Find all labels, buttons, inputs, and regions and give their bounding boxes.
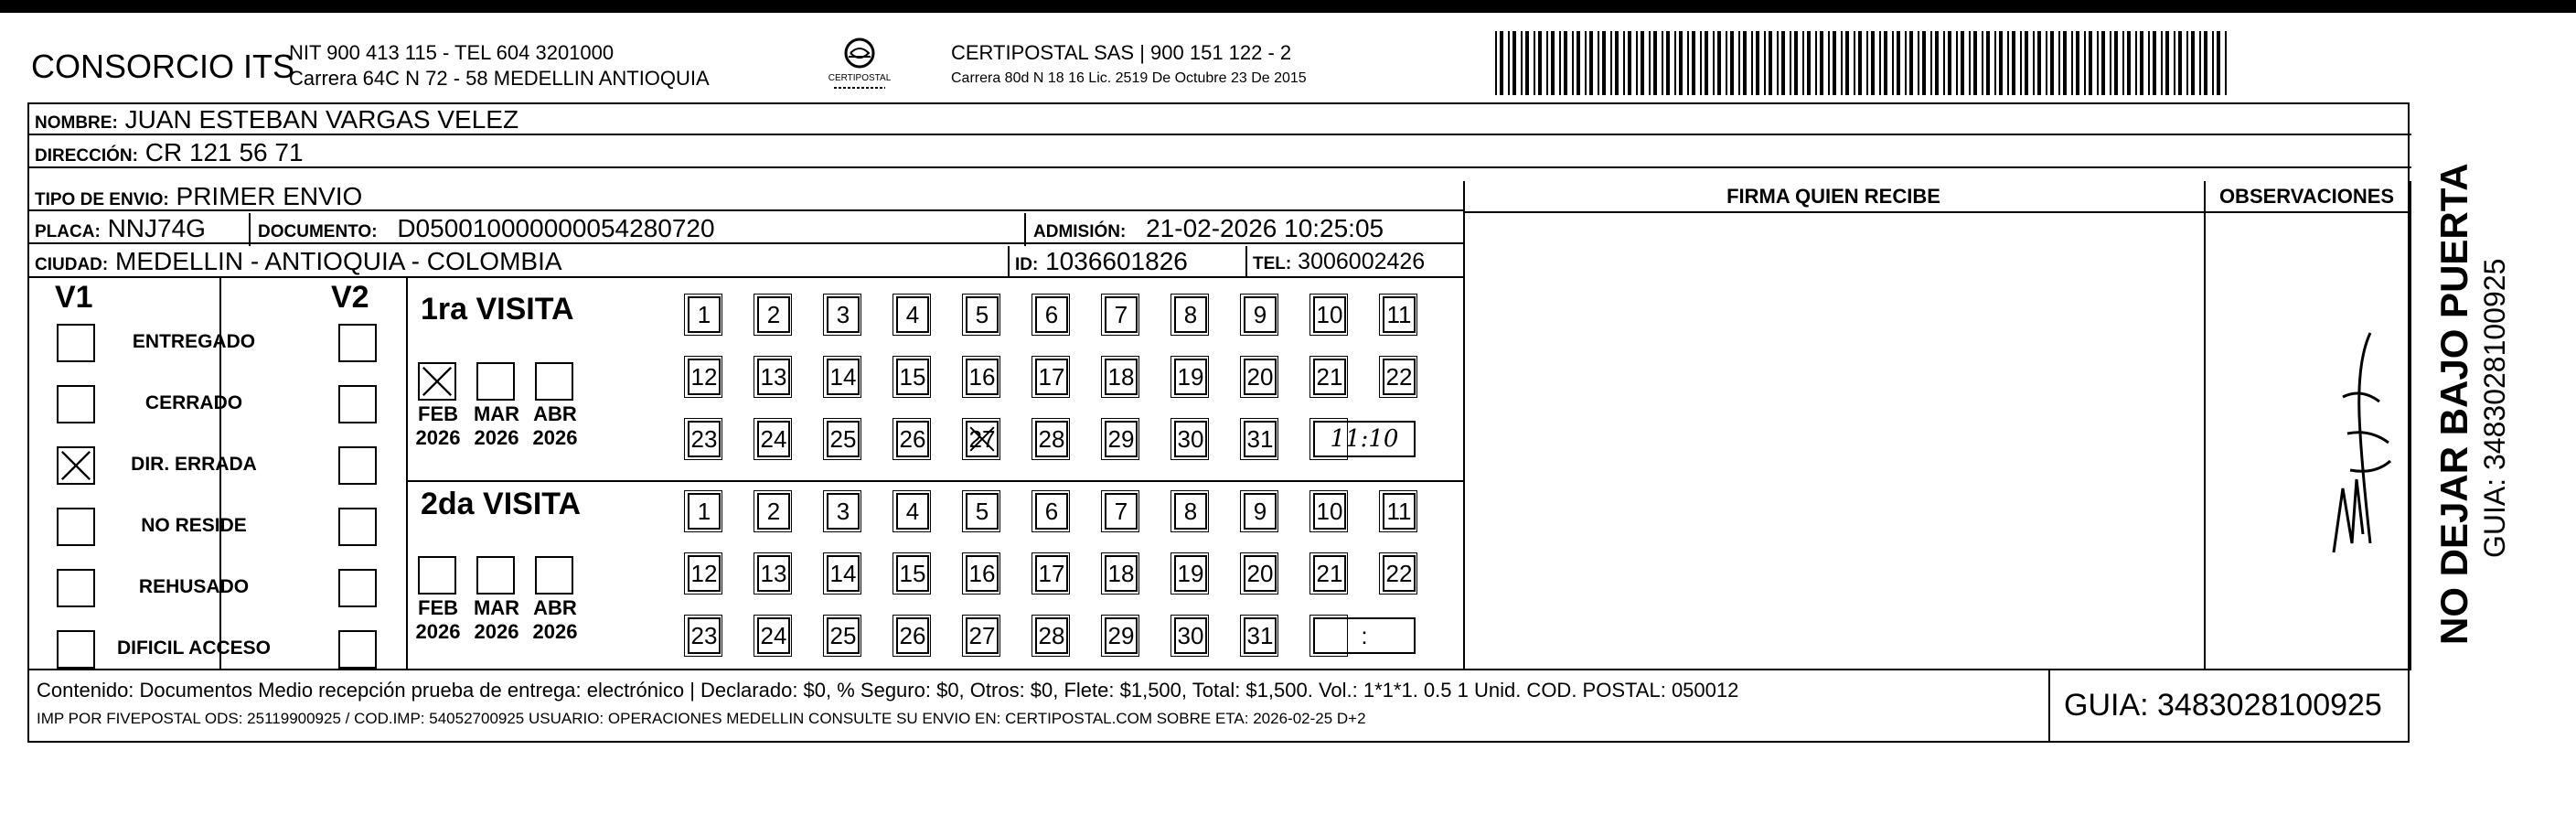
divider-admision (1024, 213, 1026, 246)
id-label: ID: (1015, 255, 1039, 274)
side-guia: GUIA: 3483028100925 (2478, 258, 2511, 558)
month-year: 2026 (415, 620, 461, 643)
documento-label: DOCUMENTO: (258, 222, 378, 241)
day-box[interactable]: 12 (688, 359, 721, 395)
documento-value: D050010000000054280720 (397, 214, 715, 242)
day-box[interactable]: 4 (896, 493, 929, 530)
month-year: 2026 (532, 426, 578, 449)
day-box[interactable]: 1 (688, 296, 721, 333)
status-label: DIR. ERRADA (131, 454, 257, 475)
month-label (409, 402, 467, 450)
observaciones-handwriting (2306, 324, 2398, 562)
month-checkbox[interactable] (476, 362, 515, 401)
day-box[interactable]: 1 (688, 493, 721, 530)
day-box[interactable]: 28 (1035, 421, 1068, 457)
day-box[interactable]: 8 (1174, 296, 1207, 333)
month-label (526, 402, 584, 450)
month-name: FEB (418, 596, 458, 619)
nombre-value: JUAN ESTEBAN VARGAS VELEZ (124, 105, 519, 134)
day-box[interactable]: 15 (896, 555, 929, 592)
v2-checkbox[interactable] (338, 630, 377, 669)
day-box[interactable]: 3 (827, 296, 860, 333)
day-box[interactable]: 17 (1035, 555, 1068, 592)
day-box[interactable]: 23 (688, 421, 721, 457)
status-label: DIFICIL ACCESO (116, 638, 271, 659)
divider-observaciones (2204, 181, 2206, 669)
day-box[interactable]: 19 (1174, 359, 1207, 395)
day-box[interactable]: 24 (757, 421, 790, 457)
id-cell (1008, 246, 1188, 281)
admision-value: 21-02-2026 10:25:05 (1146, 214, 1384, 242)
month-checkbox[interactable] (535, 556, 573, 595)
v2-checkbox[interactable] (338, 569, 377, 607)
day-box[interactable]: 4 (896, 296, 929, 333)
day-box[interactable]: 29 (1105, 617, 1138, 654)
ciudad-value: MEDELLIN - ANTIOQUIA - COLOMBIA (115, 247, 562, 275)
no-dejar-warning: NO DEJAR BAJO PUERTA (2432, 163, 2475, 645)
v1-checkbox[interactable] (57, 324, 95, 362)
placa-value: NNJ74G (107, 214, 206, 242)
month-name: FEB (418, 402, 458, 425)
x-mark-icon (59, 448, 93, 483)
v2-checkbox[interactable] (338, 446, 377, 485)
month-name: MAR (473, 596, 520, 619)
month-label (467, 402, 526, 450)
day-box[interactable]: 16 (966, 359, 999, 395)
tipo-label: TIPO DE ENVIO: (35, 190, 169, 209)
status-label: ENTREGADO (132, 331, 256, 352)
tel-value: 3006002426 (1298, 249, 1426, 274)
first-visit-title: 1ra VISITA (421, 292, 574, 327)
day-box[interactable]: 10 (1313, 296, 1346, 333)
day-box[interactable]: 22 (1383, 555, 1416, 592)
shipping-label (27, 102, 2410, 743)
documento-cell (249, 213, 715, 248)
day-box[interactable]: 13 (757, 359, 790, 395)
time-box[interactable]: 11:10 (1313, 421, 1416, 457)
guia-number: GUIA: 3483028100925 (2064, 688, 2382, 723)
company-address-line: Carrera 64C N 72 - 58 MEDELLIN ANTIOQUIA (289, 67, 710, 90)
day-box[interactable]: 28 (1035, 617, 1068, 654)
v1-checkbox[interactable] (57, 446, 95, 485)
admision-label: ADMISIÓN: (1033, 222, 1127, 241)
day-box[interactable]: 22 (1383, 359, 1416, 395)
x-mark-icon (967, 423, 997, 455)
day-box[interactable]: 27 (966, 421, 999, 457)
v1-checkbox[interactable] (57, 385, 95, 423)
day-box[interactable]: 7 (1105, 296, 1138, 333)
day-box[interactable]: 9 (1244, 296, 1277, 333)
tel-label: TEL: (1253, 254, 1292, 273)
divider-placa (249, 213, 251, 246)
day-box[interactable]: 2 (757, 296, 790, 333)
day-box[interactable]: 5 (966, 493, 999, 530)
day-box[interactable]: 27 (966, 617, 999, 654)
day-box[interactable]: 19 (1174, 555, 1207, 592)
day-box[interactable]: 15 (896, 359, 929, 395)
v2-checkbox[interactable] (338, 324, 377, 362)
month-label (467, 596, 526, 644)
company-name: CONSORCIO ITS (31, 48, 295, 85)
v1-checkbox[interactable] (57, 630, 95, 669)
firma-header: FIRMA QUIEN RECIBE (1726, 185, 1940, 208)
v1-checkbox[interactable] (57, 569, 95, 607)
x-mark-icon (420, 364, 454, 399)
day-box[interactable]: 16 (966, 555, 999, 592)
day-box[interactable]: 24 (757, 617, 790, 654)
v1-checkbox[interactable] (57, 508, 95, 546)
nombre-label: NOMBRE: (35, 113, 118, 133)
v1-label: V1 (55, 280, 93, 315)
direccion-label: DIRECCIÓN: (35, 146, 138, 166)
day-box[interactable]: 30 (1174, 617, 1207, 654)
month-year: 2026 (532, 620, 578, 643)
month-year: 2026 (474, 620, 519, 643)
row-direccion (29, 137, 2411, 168)
day-box[interactable]: 20 (1244, 359, 1277, 395)
day-box[interactable]: 26 (896, 617, 929, 654)
day-box[interactable]: 26 (896, 421, 929, 457)
placa-label: PLACA: (35, 222, 101, 241)
day-box[interactable]: 13 (757, 555, 790, 592)
header-underline (1463, 211, 2410, 213)
company-nit-line: NIT 900 413 115 - TEL 604 3201000 (289, 41, 615, 64)
month-checkbox[interactable] (418, 362, 456, 401)
day-box[interactable]: 29 (1105, 421, 1138, 457)
day-box[interactable]: 12 (688, 555, 721, 592)
month-label (526, 596, 584, 644)
month-name: MAR (473, 402, 520, 425)
status-label: REHUSADO (138, 576, 250, 597)
footer-imp: IMP POR FIVEPOSTAL ODS: 25119900925 / COD.IMP: 54052700925 USUARIO: OPERACIONES MEDELLIN CONSULTE SU ENVIO EN: CERTIPOSTAL.COM SOBRE ETA: 2026-02-25 D+2 (37, 710, 1366, 727)
month-name: ABR (533, 402, 577, 425)
certipostal-logo (823, 33, 896, 97)
day-box[interactable]: 9 (1244, 493, 1277, 530)
status-label: CERRADO (144, 392, 243, 413)
day-box[interactable]: 17 (1035, 359, 1068, 395)
direccion-value: CR 121 56 71 (144, 138, 304, 166)
month-name: ABR (533, 596, 577, 619)
day-box[interactable]: 18 (1105, 555, 1138, 592)
day-box[interactable]: 11 (1383, 493, 1416, 530)
day-box[interactable]: 14 (827, 359, 860, 395)
day-box[interactable]: 6 (1035, 493, 1068, 530)
day-box[interactable]: 5 (966, 296, 999, 333)
day-box[interactable]: 6 (1035, 296, 1068, 333)
day-box[interactable]: 30 (1174, 421, 1207, 457)
v2-checkbox[interactable] (338, 508, 377, 546)
ciudad-label: CIUDAD: (35, 255, 109, 274)
divider-right (2410, 181, 2411, 669)
certipostal-nit-line: CERTIPOSTAL SAS | 900 151 122 - 2 (951, 41, 1292, 64)
admision-cell (1024, 213, 1384, 248)
divider-visits (406, 480, 1465, 482)
row-placa (29, 213, 1463, 244)
month-year: 2026 (474, 426, 519, 449)
day-box[interactable]: 25 (827, 617, 860, 654)
day-box[interactable]: 18 (1105, 359, 1138, 395)
month-label (409, 596, 467, 644)
divider-firma (1463, 181, 1465, 669)
certipostal-info (951, 40, 1307, 91)
v2-checkbox[interactable] (338, 385, 377, 423)
divider-id (1008, 246, 1010, 278)
row-ciudad (29, 246, 1463, 278)
day-box[interactable]: 21 (1313, 555, 1346, 592)
footer-contenido: Contenido: Documentos Medio recepción prueba de entrega: electrónico | Declarado: $0, % Seguro: $0, Otros: $0, Flete: $1,500, Total: $1,500. Vol.: 1*1*1. 0.5 1 Unid. COD. POSTAL: 050012 (37, 679, 1739, 702)
logo-text: CERTIPOSTAL (828, 73, 892, 83)
month-checkbox[interactable] (418, 556, 456, 595)
day-box[interactable]: 31 (1244, 617, 1277, 654)
month-year: 2026 (415, 426, 461, 449)
day-box[interactable]: 3 (827, 493, 860, 530)
row-tipo-envio (29, 181, 1463, 211)
day-box[interactable]: 2 (757, 493, 790, 530)
certipostal-license-line: Carrera 80d N 18 16 Lic. 2519 De Octubre 23 De 2015 (951, 70, 1307, 86)
observaciones-header: OBSERVACIONES (2218, 185, 2395, 208)
id-value: 1036601826 (1045, 247, 1188, 275)
v2-label: V2 (331, 280, 369, 315)
day-box[interactable]: 21 (1313, 359, 1346, 395)
second-visit-title: 2da VISITA (421, 487, 582, 521)
day-box[interactable]: 7 (1105, 493, 1138, 530)
day-box[interactable]: 8 (1174, 493, 1207, 530)
row-nombre (29, 104, 2411, 135)
day-box[interactable]: 23 (688, 617, 721, 654)
barcode (1495, 31, 2231, 95)
tel-cell (1245, 246, 1425, 280)
divider-guia (2048, 669, 2050, 743)
day-box[interactable]: 14 (827, 555, 860, 592)
divider-tel (1245, 246, 1247, 278)
day-box[interactable]: 20 (1244, 555, 1277, 592)
time-box[interactable]: : (1313, 617, 1416, 654)
top-edge-bar (0, 0, 2576, 13)
tipo-value: PRIMER ENVIO (176, 182, 363, 210)
divider-footer (29, 669, 2411, 670)
day-box[interactable]: 11 (1383, 296, 1416, 333)
day-box[interactable]: 25 (827, 421, 860, 457)
divider-months (406, 278, 408, 669)
status-label: NO RESIDE (141, 515, 247, 536)
company-info (289, 40, 710, 91)
day-box[interactable]: 10 (1313, 493, 1346, 530)
month-checkbox[interactable] (476, 556, 515, 595)
day-box[interactable]: 31 (1244, 421, 1277, 457)
month-checkbox[interactable] (535, 362, 573, 401)
